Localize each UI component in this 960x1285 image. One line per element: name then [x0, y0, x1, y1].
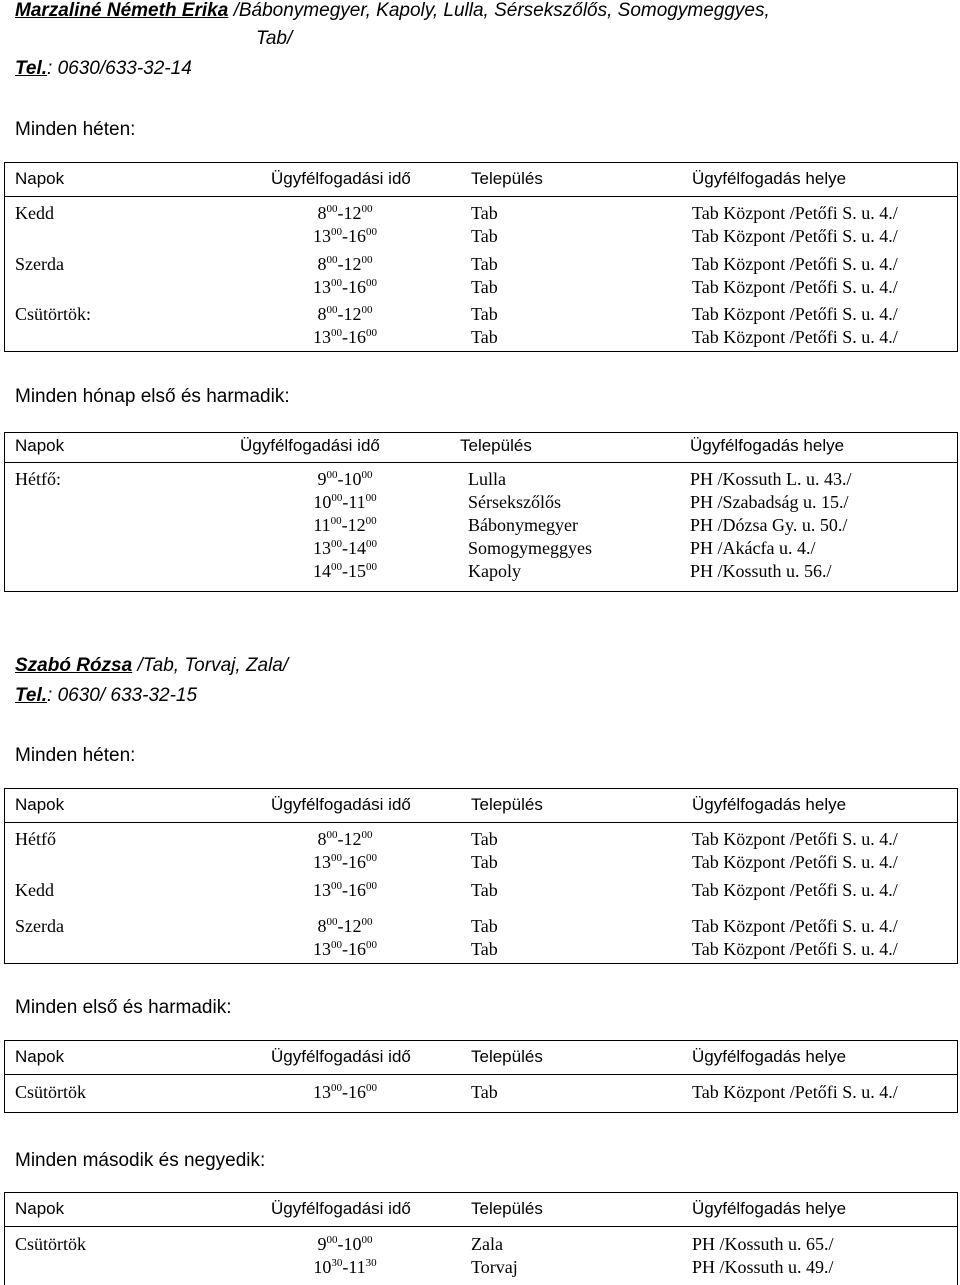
location-cell — [692, 879, 898, 902]
time-cell — [265, 915, 425, 961]
col-header-ido: Ügyfélfogadási idő — [240, 436, 380, 455]
place-cell — [468, 468, 592, 583]
col-header-telepules: Település — [471, 169, 543, 188]
table-header-divider — [4, 1226, 958, 1227]
day-cell: Hétfő — [15, 829, 56, 849]
place-name: Tab — [471, 880, 498, 900]
location-text: PH /Kossuth u. 49./ — [692, 1257, 834, 1277]
section5-title: Minden második és negyedik: — [15, 1150, 266, 1171]
person2-areas: /Tab, Torvaj, Zala/ — [132, 655, 289, 676]
person2-name: Szabó Rózsa — [15, 655, 133, 676]
time-range: $8^{00}-12^{00}$ — [317, 304, 373, 324]
day-cell: Kedd — [15, 880, 54, 900]
place-cell — [471, 1233, 518, 1279]
person1-header — [15, 0, 770, 22]
col-header-telepules: Település — [471, 1199, 543, 1218]
place-cell — [471, 828, 498, 874]
day-cell: Csütörtök — [15, 1234, 87, 1254]
day-cell: Csütörtök — [15, 1082, 87, 1102]
place-name: Tab — [471, 1082, 498, 1102]
table-header-divider — [4, 196, 958, 197]
time-range: $13^{00}-16^{00}$ — [313, 852, 377, 872]
time-cell — [265, 879, 425, 902]
section2-title: Minden hónap első és harmadik: — [15, 386, 290, 407]
place-name: Tab — [471, 203, 498, 223]
place-name: Zala — [471, 1234, 503, 1254]
place-name: Lulla — [468, 469, 506, 489]
section3-title: Minden héten: — [15, 745, 136, 766]
place-name: Tab — [471, 254, 498, 274]
location-cell — [692, 202, 898, 248]
location-text: Tab Központ /Petőfi S. u. 4./ — [692, 1082, 898, 1102]
day-cell: Szerda — [15, 254, 64, 274]
location-text: Tab Központ /Petőfi S. u. 4./ — [692, 304, 898, 324]
place-name: Bábonymegyer — [468, 515, 578, 535]
location-cell — [690, 468, 852, 583]
location-cell — [692, 303, 898, 349]
place-cell — [471, 1081, 498, 1104]
time-range: $11^{00}-12^{00}$ — [313, 515, 377, 535]
time-range: $13^{00}-16^{00}$ — [313, 1082, 377, 1102]
time-cell — [265, 1233, 425, 1279]
section1-title: Minden héten: — [15, 119, 136, 140]
location-text: Tab Központ /Petőfi S. u. 4./ — [692, 916, 898, 936]
time-range: $9^{00}-10^{00}$ — [317, 1234, 373, 1254]
time-range: $8^{00}-12^{00}$ — [317, 203, 373, 223]
place-cell — [471, 915, 498, 961]
person1-areas-cont: Tab/ — [256, 28, 293, 49]
time-range: $9^{00}-10^{00}$ — [317, 469, 373, 489]
col-header-ido: Ügyfélfogadási idő — [271, 1047, 411, 1066]
place-cell — [471, 202, 498, 248]
col-header-telepules: Település — [471, 1047, 543, 1066]
person1-name: Marzaliné Németh Erika — [15, 0, 229, 21]
time-range: $13^{00}-14^{00}$ — [313, 538, 377, 558]
place-cell — [471, 879, 498, 902]
location-text: Tab Központ /Petőfi S. u. 4./ — [692, 203, 898, 223]
day-cell: Kedd — [15, 203, 54, 223]
person1-phone — [15, 58, 192, 80]
time-cell — [265, 253, 425, 299]
location-cell — [692, 253, 898, 299]
col-header-telepules: Település — [471, 795, 543, 814]
time-range: $8^{00}-12^{00}$ — [317, 916, 373, 936]
col-header-napok: Napok — [15, 1199, 65, 1218]
location-text: Tab Központ /Petőfi S. u. 4./ — [692, 327, 898, 347]
place-name: Tab — [471, 226, 498, 246]
place-name: Tab — [471, 277, 498, 297]
day-cell: Szerda — [15, 916, 64, 936]
col-header-napok: Napok — [15, 1047, 65, 1066]
location-text: Tab Központ /Petőfi S. u. 4./ — [692, 277, 898, 297]
location-text: PH /Szabadság u. 15./ — [690, 492, 849, 512]
location-text: PH /Dózsa Gy. u. 50./ — [690, 515, 848, 535]
col-header-telepules: Település — [460, 436, 532, 455]
location-text: PH /Akácfa u. 4./ — [690, 538, 816, 558]
place-name: Tab — [471, 916, 498, 936]
person2-tel-label: Tel. — [15, 685, 48, 706]
time-cell — [265, 1081, 425, 1104]
col-header-ido: Ügyfélfogadási idő — [271, 1199, 411, 1218]
time-range: $8^{00}-12^{00}$ — [317, 829, 373, 849]
col-header-helye: Ügyfélfogadás helye — [692, 795, 847, 814]
person2-header — [15, 655, 288, 677]
person2-tel-value: : 0630/ 633-32-15 — [47, 685, 198, 706]
place-cell — [471, 253, 498, 299]
location-text: Tab Központ /Petőfi S. u. 4./ — [692, 880, 898, 900]
place-name: Sérsekszőlős — [468, 492, 561, 512]
time-range: $13^{00}-16^{00}$ — [313, 226, 377, 246]
time-range: $10^{30}-11^{30}$ — [313, 1257, 377, 1277]
time-cell — [265, 303, 425, 349]
location-text: Tab Központ /Petőfi S. u. 4./ — [692, 226, 898, 246]
col-header-ido: Ügyfélfogadási idő — [271, 795, 411, 814]
location-cell — [692, 1233, 834, 1279]
time-cell — [265, 828, 425, 874]
place-name: Tab — [471, 939, 498, 959]
place-name: Tab — [471, 327, 498, 347]
col-header-napok: Napok — [15, 795, 65, 814]
place-cell — [471, 303, 498, 349]
location-cell — [692, 915, 898, 961]
section4-title: Minden első és harmadik: — [15, 997, 232, 1018]
person2-phone — [15, 685, 197, 707]
person1-areas: /Bábonymegyer, Kapoly, Lulla, Sérsekszőlős, Somogymeggyes, — [228, 0, 770, 21]
location-text: PH /Kossuth u. 65./ — [692, 1234, 834, 1254]
col-header-helye: Ügyfélfogadás helye — [692, 169, 847, 188]
place-name: Torvaj — [471, 1257, 518, 1277]
place-name: Tab — [471, 829, 498, 849]
location-text: PH /Kossuth u. 56./ — [690, 561, 832, 581]
location-text: Tab Központ /Petőfi S. u. 4./ — [692, 829, 898, 849]
time-range: $13^{00}-16^{00}$ — [313, 939, 377, 959]
place-name: Kapoly — [468, 561, 521, 581]
location-cell — [692, 1081, 898, 1104]
col-header-napok: Napok — [15, 436, 65, 455]
location-text: PH /Kossuth L. u. 43./ — [690, 469, 852, 489]
person1-tel-label: Tel. — [15, 58, 48, 79]
time-cell — [265, 468, 425, 583]
time-cell — [265, 202, 425, 248]
time-range: $10^{00}-11^{00}$ — [313, 492, 377, 512]
col-header-helye: Ügyfélfogadás helye — [690, 436, 845, 455]
time-range: $13^{00}-16^{00}$ — [313, 327, 377, 347]
table-header-divider — [4, 462, 958, 463]
place-name: Somogymeggyes — [468, 538, 592, 558]
location-text: Tab Központ /Petőfi S. u. 4./ — [692, 254, 898, 274]
col-header-napok: Napok — [15, 169, 65, 188]
location-cell — [692, 828, 898, 874]
col-header-helye: Ügyfélfogadás helye — [692, 1199, 847, 1218]
place-name: Tab — [471, 304, 498, 324]
place-name: Tab — [471, 852, 498, 872]
day-cell: Hétfő: — [15, 469, 61, 489]
time-range: $13^{00}-16^{00}$ — [313, 880, 377, 900]
time-range: $13^{00}-16^{00}$ — [313, 277, 377, 297]
col-header-helye: Ügyfélfogadás helye — [692, 1047, 847, 1066]
location-text: Tab Központ /Petőfi S. u. 4./ — [692, 852, 898, 872]
time-range: $14^{00}-15^{00}$ — [313, 561, 377, 581]
col-header-ido: Ügyfélfogadási idő — [271, 169, 411, 188]
table-header-divider — [4, 1074, 958, 1075]
time-range: $8^{00}-12^{00}$ — [317, 254, 373, 274]
table-header-divider — [4, 822, 958, 823]
location-text: Tab Központ /Petőfi S. u. 4./ — [692, 939, 898, 959]
person1-tel-value: : 0630/633-32-14 — [47, 58, 192, 79]
day-cell: Csütörtök: — [15, 304, 92, 324]
